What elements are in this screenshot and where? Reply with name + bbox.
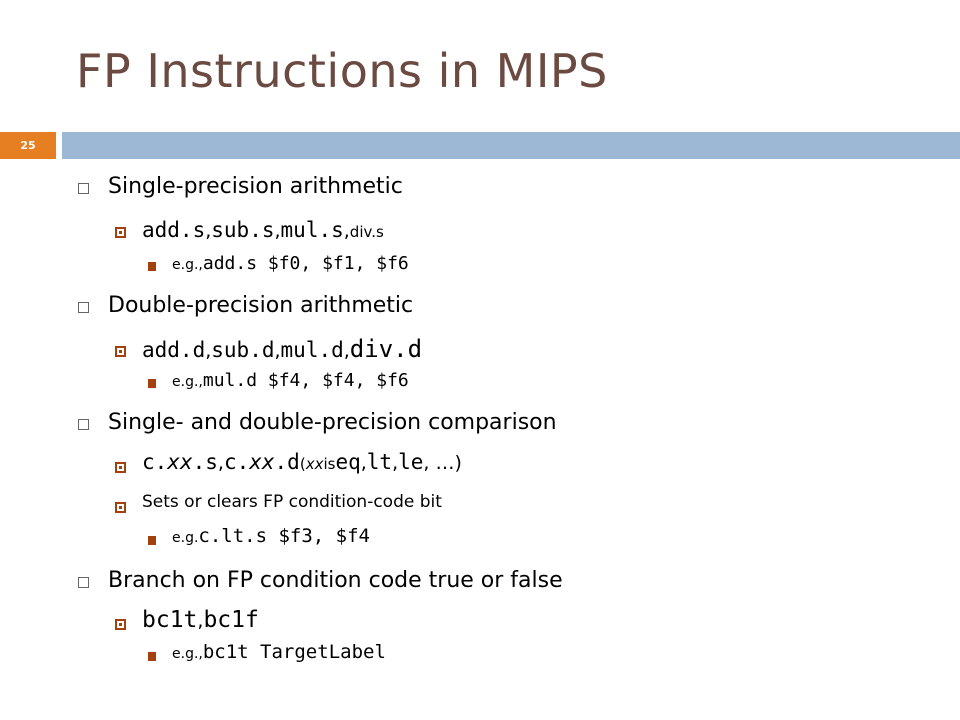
- bullet-double-example: [172, 370, 409, 391]
- separator: ,: [274, 340, 281, 362]
- op-div-d: div.d: [349, 335, 423, 363]
- level3-bullet-icon: [148, 536, 156, 545]
- example-code: bc1t TargetLabel: [202, 641, 386, 663]
- op-add-d: add.d: [142, 338, 206, 362]
- op-sub-s: sub.s: [211, 218, 275, 242]
- level2-bullet-icon: [115, 227, 126, 238]
- bullet-compare-example: [172, 525, 370, 547]
- bullet-compare-ops: [142, 450, 462, 474]
- separator: ,: [197, 610, 204, 632]
- op-c-xx-s: c.xx.s: [142, 450, 218, 474]
- op-c-xx-d: c.xx.d: [223, 450, 300, 474]
- is-label: is: [323, 455, 336, 473]
- op-mul-d: mul.d: [280, 338, 344, 362]
- level2-bullet-icon: [115, 502, 126, 513]
- bullet-single-ops: [142, 218, 384, 242]
- op-lt: lt: [366, 450, 393, 474]
- paren-open: (: [299, 455, 306, 473]
- example-prefix: e.g.,: [172, 646, 203, 662]
- level2-bullet-icon: [115, 462, 126, 473]
- example-prefix: e.g.: [172, 530, 199, 546]
- level2-bullet-icon: [115, 346, 126, 357]
- bullet-single-heading: Single-precision arithmetic: [108, 174, 403, 199]
- level1-bullet-icon: [78, 183, 89, 194]
- separator: ,: [205, 340, 212, 362]
- op-mul-s: mul.s: [280, 218, 344, 242]
- op-add-s: add.s: [142, 218, 206, 242]
- separator: ,: [343, 220, 350, 242]
- slide-title: FP Instructions in MIPS: [76, 44, 608, 98]
- separator: ,: [343, 340, 350, 362]
- op-bc1t: bc1t: [142, 607, 198, 633]
- bullet-compare-heading: Single- and double-precision comparison: [108, 410, 557, 435]
- level1-bullet-icon: [78, 577, 89, 588]
- separator: ,: [274, 220, 281, 242]
- example-code: c.lt.s $f3, $f4: [198, 525, 370, 547]
- bullet-compare-sets: Sets or clears FP condition-code bit: [142, 492, 442, 512]
- bullet-branch-heading: Branch on FP condition code true or false: [108, 568, 563, 593]
- op-bc1f: bc1f: [203, 607, 259, 633]
- op-sub-d: sub.d: [211, 338, 275, 362]
- xx-label: xx: [305, 455, 324, 473]
- level1-bullet-icon: [78, 302, 89, 313]
- bullet-single-example: [172, 253, 409, 274]
- example-code: mul.d $f4, $f4, $f6: [202, 370, 409, 391]
- level3-bullet-icon: [148, 652, 156, 661]
- example-code: add.s $f0, $f1, $f6: [202, 253, 409, 274]
- ellipsis-close: , …): [423, 452, 462, 474]
- page-number-badge: 25: [0, 132, 56, 159]
- op-eq: eq: [335, 450, 361, 474]
- bullet-branch-ops: [142, 607, 259, 633]
- op-div-s: div.s: [349, 223, 384, 241]
- bullet-branch-example: [172, 641, 386, 663]
- op-le: le: [398, 450, 424, 474]
- level3-bullet-icon: [148, 379, 156, 388]
- example-prefix: e.g.,: [172, 374, 203, 390]
- separator: ,: [205, 220, 212, 242]
- example-prefix: e.g.,: [172, 257, 203, 273]
- level2-bullet-icon: [115, 619, 126, 630]
- level1-bullet-icon: [78, 419, 89, 430]
- separator: ,: [392, 452, 399, 474]
- separator: ,: [217, 452, 224, 474]
- separator: ,: [360, 452, 367, 474]
- level3-bullet-icon: [148, 262, 156, 271]
- bullet-double-heading: Double-precision arithmetic: [108, 293, 414, 318]
- bullet-double-ops: [142, 335, 422, 363]
